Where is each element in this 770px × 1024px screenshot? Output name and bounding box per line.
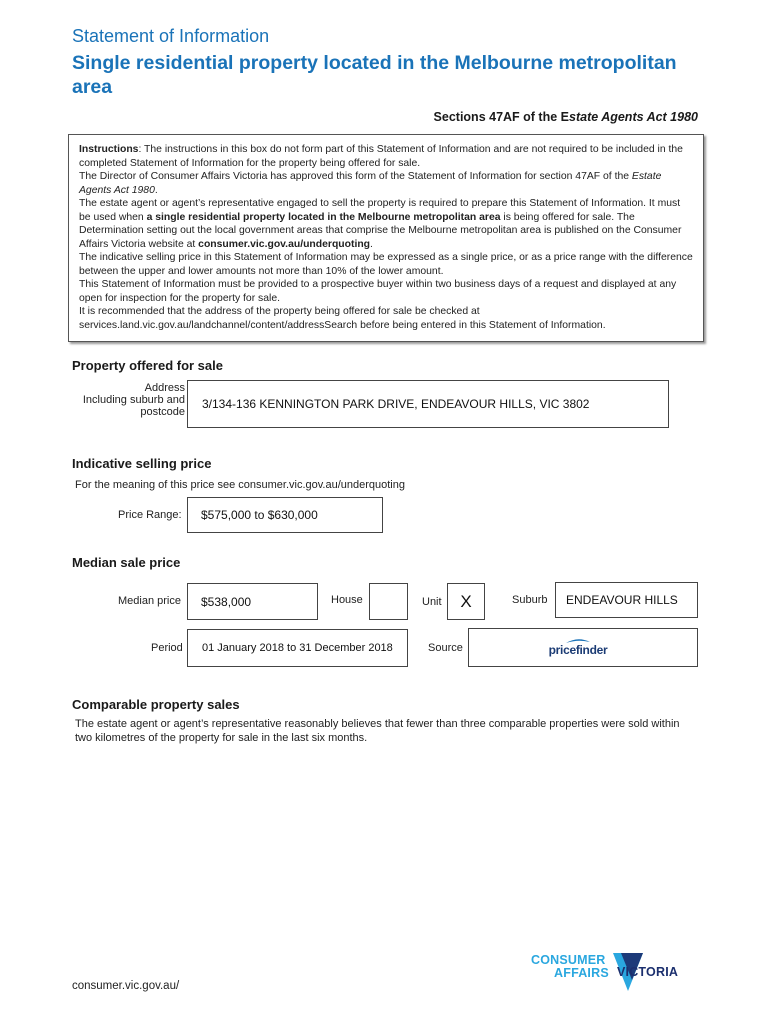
suburb-field[interactable]: ENDEAVOUR HILLS <box>555 582 698 618</box>
address-label-line1: Address <box>144 382 185 394</box>
instructions-p3-link: consumer.vic.gov.au/underquoting <box>198 238 371 250</box>
sections-act: state Agents Act 1980 <box>569 110 698 124</box>
cav-logo <box>531 951 691 997</box>
suburb-label: Suburb <box>512 594 548 606</box>
sections-reference <box>434 110 698 124</box>
unit-label: Unit <box>422 596 442 608</box>
address-label <box>60 382 185 418</box>
cav-logo-line1: CONSUMER <box>531 953 606 967</box>
sections-prefix: Sections 47AF of the E <box>433 110 569 124</box>
document-title: Statement of Information <box>72 26 270 46</box>
instructions-p3-b: is being offered for sale. The Determination setting out the local government areas that comprise the Melbourne metropolitan area is published on the Consumer Affairs Victoria website at <box>79 211 682 250</box>
comparable-heading: Comparable property sales <box>72 697 240 712</box>
instructions-label: Instructions <box>79 144 139 155</box>
indicative-heading: Indicative selling price <box>72 456 212 471</box>
unit-checkbox[interactable]: X <box>447 583 485 620</box>
instructions-p3-bold: a single residential property located in the Melbourne metropolitan area <box>146 211 501 223</box>
instructions-p2-text: The Director of Consumer Affairs Victoria has approved this form of the Statement of Information for section 47AF of the <box>79 171 632 182</box>
address-label-line3: postcode <box>140 406 185 418</box>
median-price-label: Median price <box>118 595 181 607</box>
source-field[interactable] <box>468 628 698 667</box>
cav-logo-victoria: VICTORIA <box>617 965 679 979</box>
median-price-field[interactable]: $538,000 <box>187 583 318 620</box>
period-field[interactable]: 01 January 2018 to 31 December 2018 <box>187 629 408 667</box>
instructions-p2-act: Estate Agents Act 1980 <box>79 171 662 196</box>
median-heading: Median sale price <box>72 555 181 570</box>
document-heading: Single residential property located in the Melbourne metropolitan area <box>72 52 677 98</box>
instructions-p6: It is recommended that the address of the property being offered for sale be checked at services.land.vic.gov.au/landchannel/content/addressSearch before being entered in this Statement of Information. <box>79 306 606 331</box>
instructions-p3 <box>79 197 693 251</box>
price-range-field[interactable]: $575,000 to $630,000 <box>187 497 383 533</box>
property-heading: Property offered for sale <box>72 358 223 373</box>
pricefinder-logo <box>549 638 608 657</box>
instructions-box <box>68 134 704 342</box>
instructions-p4: The indicative selling price in this Statement of Information may be expressed as a single price, or as a price range with the difference between the upper and lower amounts not more than 10% of the lower amount. <box>79 252 693 277</box>
address-field[interactable]: 3/134-136 KENNINGTON PARK DRIVE, ENDEAVOUR HILLS, VIC 3802 <box>187 380 669 428</box>
house-label: House <box>331 594 363 606</box>
address-label-line2: Including suburb and <box>82 394 185 406</box>
pricefinder-logo-text: pricefinder <box>548 643 608 657</box>
house-checkbox[interactable] <box>369 583 408 620</box>
footer-url[interactable]: consumer.vic.gov.au/ <box>72 980 180 992</box>
price-range-label: Price Range: <box>118 509 182 521</box>
instructions-p2 <box>79 170 693 197</box>
instructions-p3-a: The estate agent or agent’s representative engaged to sell the property is required to prepare this Statement of Information. It must be used when <box>79 198 681 223</box>
comparable-text: The estate agent or agent’s representative reasonably believes that fewer than three comparable properties were sold within two kilometres of the property for sale in the last six months. <box>75 718 680 744</box>
instructions-p1 <box>79 143 693 170</box>
instructions-p5: This Statement of Information must be provided to a prospective buyer within two business days of a request and displayed at any open for inspection for the property for sale. <box>79 279 677 304</box>
period-label: Period <box>151 642 183 654</box>
cav-logo-line2: AFFAIRS <box>554 966 609 980</box>
instructions-p1-text: : The instructions in this box do not form part of this Statement of Information and are not required to be included in the completed Statement of Information for the property being offered for sale. <box>79 144 683 169</box>
indicative-note: For the meaning of this price see consumer.vic.gov.au/underquoting <box>75 479 405 491</box>
source-label: Source <box>428 642 463 654</box>
instructions-p2-end: . <box>154 184 158 196</box>
instructions-p3-end: . <box>370 238 373 250</box>
